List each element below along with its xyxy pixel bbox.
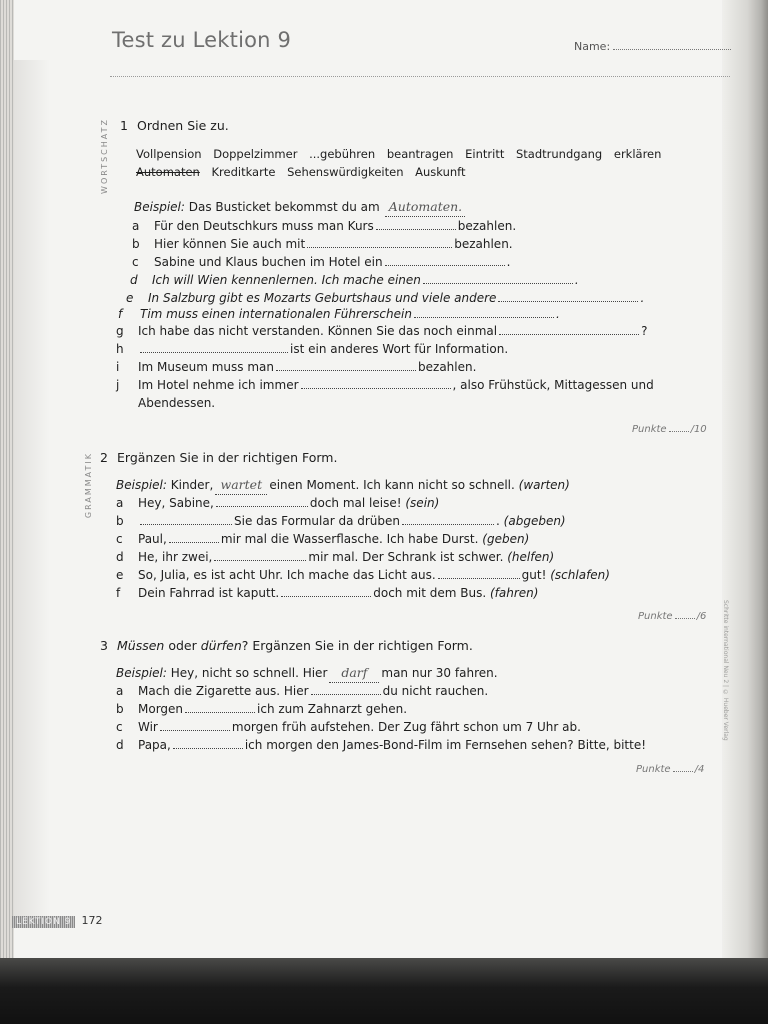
answer-blank[interactable]: [185, 701, 255, 713]
item-letter: f: [118, 307, 123, 321]
answer-blank[interactable]: [301, 377, 451, 389]
example-text: Hey, nicht so schnell. Hier: [170, 666, 328, 680]
s1-item-j: [116, 376, 716, 394]
item-text-after: morgen früh aufstehen. Der Zug fährt schon um 7 Uhr ab.: [231, 720, 581, 734]
scan-edge-bottom: [0, 958, 768, 1024]
item-letter: i: [116, 360, 120, 374]
section-3-title-word-1: Müssen: [117, 638, 165, 653]
word-box: [136, 145, 676, 181]
s1-example: [134, 198, 734, 216]
s3-item-a: [116, 682, 716, 700]
answer-blank[interactable]: [376, 218, 456, 230]
side-label-wortschatz: WORTSCHATZ: [100, 118, 109, 194]
s2-item-a: [116, 494, 716, 512]
item-text-after: ich zum Zahnarzt gehen.: [257, 702, 408, 716]
answer-blank[interactable]: [214, 549, 306, 561]
item-text: Ich will Wien kennenlernen. Ich mache einen: [152, 273, 421, 287]
item-text: Sie das Formular da drüben: [234, 514, 401, 528]
example-label: Beispiel:: [116, 478, 167, 492]
s2-item-d: [116, 548, 716, 566]
section-1-title: Ordnen Sie zu.: [137, 118, 229, 133]
example-answer: wartet: [215, 476, 267, 495]
section-1-number: 1: [120, 118, 128, 133]
item-verb: (abgeben): [503, 514, 566, 528]
item-text: So, Julia, es ist acht Uhr. Ich mache das Licht aus.: [138, 568, 436, 582]
item-text-after: .: [640, 291, 645, 305]
item-text: Morgen: [138, 702, 184, 716]
item-text-after: .: [506, 255, 511, 269]
s1-item-h: [116, 340, 716, 358]
answer-blank[interactable]: [216, 495, 308, 507]
example-text-after: einen Moment. Ich kann nicht so schnell.: [269, 478, 515, 492]
s1-item-i: [116, 358, 716, 376]
item-text-after: ich morgen den James-Bond-Film im Fernsehen sehen? Bitte, bitte!: [244, 738, 647, 752]
item-text-after: , also Frühstück, Mittagessen und: [452, 378, 654, 392]
item-text: In Salzburg gibt es Mozarts Geburtshaus und viele andere: [148, 291, 497, 305]
word-stadtrundgang: Stadtrundgang: [516, 147, 603, 161]
item-text: Hier können Sie auch mit: [154, 237, 306, 251]
s1-points: [632, 424, 707, 435]
word-automaten: Automaten: [136, 165, 200, 179]
s2-item-c: [116, 530, 716, 548]
item-letter: a: [116, 496, 124, 510]
answer-blank[interactable]: [160, 719, 230, 731]
example-text-after: man nur 30 fahren.: [381, 666, 498, 680]
item-text: Papa,: [138, 738, 171, 752]
answer-blank[interactable]: [281, 585, 371, 597]
item-text-after: mir mal die Wasserflasche. Ich habe Durst.: [220, 532, 479, 546]
scan-edge-left: [0, 0, 14, 960]
item-letter: d: [130, 273, 138, 287]
scan-edge-right: [722, 0, 768, 960]
name-label: Name:: [574, 40, 611, 53]
points-label: Punkte: [632, 424, 667, 435]
item-text-after: bezahlen.: [454, 237, 513, 251]
answer-blank[interactable]: [414, 306, 554, 318]
item-letter: j: [116, 378, 120, 392]
item-letter: g: [116, 324, 124, 338]
example-answer: darf: [329, 664, 379, 683]
answer-blank[interactable]: [140, 341, 288, 353]
name-field: [574, 40, 731, 53]
item-text-after: bezahlen.: [457, 219, 517, 233]
points-blank[interactable]: [675, 618, 695, 619]
word-gebuehren: ...gebühren: [309, 147, 376, 161]
s3-item-d: [116, 736, 716, 754]
points-blank[interactable]: [669, 431, 689, 432]
points-blank[interactable]: [673, 771, 693, 772]
example-answer: Automaten.: [385, 198, 465, 217]
s3-item-b: [116, 700, 716, 718]
section-2-number: 2: [100, 450, 108, 465]
item-text-after: .: [496, 514, 500, 528]
item-letter: d: [116, 550, 124, 564]
item-text: Im Hotel nehme ich immer: [138, 378, 299, 392]
section-2-title: Ergänzen Sie in der richtigen Form.: [117, 450, 338, 465]
example-text: Kinder,: [170, 478, 214, 492]
page-number: 172: [81, 914, 103, 927]
item-text: Tim muss einen internationalen Führerschein: [140, 307, 412, 321]
answer-blank[interactable]: [423, 272, 573, 284]
word-doppelzimmer: Doppelzimmer: [213, 147, 298, 161]
answer-blank[interactable]: [173, 737, 243, 749]
lesson-tab: LEKTION 9: [12, 916, 75, 928]
item-text-after: doch mal leise!: [309, 496, 402, 510]
section-3-heading: [100, 638, 473, 653]
answer-blank[interactable]: [276, 359, 416, 371]
title-rule: [110, 76, 730, 77]
name-line: [613, 49, 731, 50]
answer-blank[interactable]: [385, 254, 505, 266]
points-max: /6: [696, 611, 707, 622]
answer-blank[interactable]: [438, 567, 520, 579]
section-1-heading: [120, 118, 229, 133]
item-text: Dein Fahrrad ist kaputt.: [138, 586, 280, 600]
item-letter: a: [116, 684, 124, 698]
item-letter: e: [126, 291, 134, 305]
s1-item-c: [132, 253, 732, 271]
item-text-after: gut!: [521, 568, 547, 582]
page-title: Test zu Lektion 9: [112, 28, 292, 52]
points-max: /10: [690, 424, 707, 435]
section-3-number: 3: [100, 638, 108, 653]
page-footer: [12, 914, 102, 928]
item-text-after: bezahlen.: [418, 360, 477, 374]
item-text-after: doch mit dem Bus.: [373, 586, 487, 600]
s3-example: [116, 664, 716, 682]
item-text: Im Museum muss man: [138, 360, 275, 374]
item-verb: (schlafen): [550, 568, 610, 582]
s2-points: [638, 611, 706, 622]
word-auskunft: Auskunft: [415, 165, 466, 179]
item-text-after: du nicht rauchen.: [382, 684, 489, 698]
item-text-after: .: [555, 307, 560, 321]
s1-item-d: [130, 271, 730, 289]
answer-blank[interactable]: [307, 236, 452, 248]
item-text-after: .: [574, 273, 579, 287]
answer-blank-2[interactable]: [402, 513, 494, 525]
word-kreditkarte: Kreditkarte: [211, 165, 276, 179]
item-letter: d: [116, 738, 124, 752]
item-letter: c: [116, 720, 123, 734]
word-erklaeren: erklären: [613, 147, 662, 161]
item-letter: b: [116, 702, 124, 716]
points-label: Punkte: [636, 764, 671, 775]
answer-blank[interactable]: [499, 323, 639, 335]
section-3-title-word-2: dürfen: [200, 638, 242, 653]
item-text: Wir: [138, 720, 158, 734]
item-text-after: mir mal. Der Schrank ist schwer.: [308, 550, 504, 564]
example-text: Das Busticket bekommst du am: [188, 200, 380, 214]
section-3-title-rest: ? Ergänzen Sie in der richtigen Form.: [241, 638, 473, 653]
item-letter: c: [116, 532, 123, 546]
points-label: Punkte: [638, 611, 673, 622]
item-verb: (sein): [405, 496, 440, 510]
item-text: Sabine und Klaus buchen im Hotel ein: [154, 255, 383, 269]
item-letter: e: [116, 568, 124, 582]
word-sehenswuerdigkeiten: Sehenswürdigkeiten: [287, 165, 404, 179]
s3-item-c: [116, 718, 716, 736]
word-eintritt: Eintritt: [465, 147, 505, 161]
answer-blank[interactable]: [140, 513, 232, 525]
s2-item-b: [116, 512, 716, 530]
example-label: Beispiel:: [116, 666, 167, 680]
answer-blank[interactable]: [311, 683, 381, 695]
s2-item-e: [116, 566, 716, 584]
s2-example: [116, 476, 716, 494]
item-verb: (fahren): [490, 586, 539, 600]
item-letter: b: [116, 514, 124, 528]
s1-item-g: [116, 322, 716, 340]
item-text-after: ist ein anderes Wort für Information.: [290, 342, 509, 356]
item-letter: c: [132, 255, 139, 269]
answer-blank[interactable]: [169, 531, 219, 543]
publisher-note: Schritte international Neu 2 | © Hueber Verlag: [722, 600, 729, 741]
item-text: Hey, Sabine,: [138, 496, 214, 510]
word-beantragen: beantragen: [386, 147, 454, 161]
s3-points: [636, 764, 704, 775]
points-max: /4: [694, 764, 705, 775]
item-letter: a: [132, 219, 140, 233]
side-label-grammatik: GRAMMATIK: [84, 452, 93, 519]
item-verb: (geben): [482, 532, 530, 546]
item-text: He, ihr zwei,: [138, 550, 213, 564]
item-text: Ich habe das nicht verstanden. Können Sie das noch einmal: [138, 324, 498, 338]
item-text: Für den Deutschkurs muss man Kurs: [154, 219, 374, 233]
s2-item-f: [116, 584, 716, 602]
word-row-2: [136, 163, 676, 181]
word-row-1: [136, 145, 676, 163]
section-2-heading: [100, 450, 337, 465]
example-verb: (warten): [518, 478, 570, 492]
item-text-after: ?: [641, 324, 648, 338]
item-letter: f: [116, 586, 121, 600]
word-vollpension: Vollpension: [136, 147, 202, 161]
answer-blank[interactable]: [498, 290, 638, 302]
example-label: Beispiel:: [134, 200, 185, 214]
scan-shadow-left: [14, 60, 50, 920]
s1-item-a: [132, 217, 732, 235]
item-letter: h: [116, 342, 124, 356]
s1-item-f: [118, 305, 718, 323]
section-3-title-mid: oder: [168, 638, 197, 653]
item-verb: (helfen): [507, 550, 555, 564]
s1-item-j-cont: Abendessen.: [138, 396, 216, 410]
item-text: Paul,: [138, 532, 167, 546]
s1-item-b: [132, 235, 732, 253]
item-letter: b: [132, 237, 140, 251]
item-text: Mach die Zigarette aus. Hier: [138, 684, 309, 698]
